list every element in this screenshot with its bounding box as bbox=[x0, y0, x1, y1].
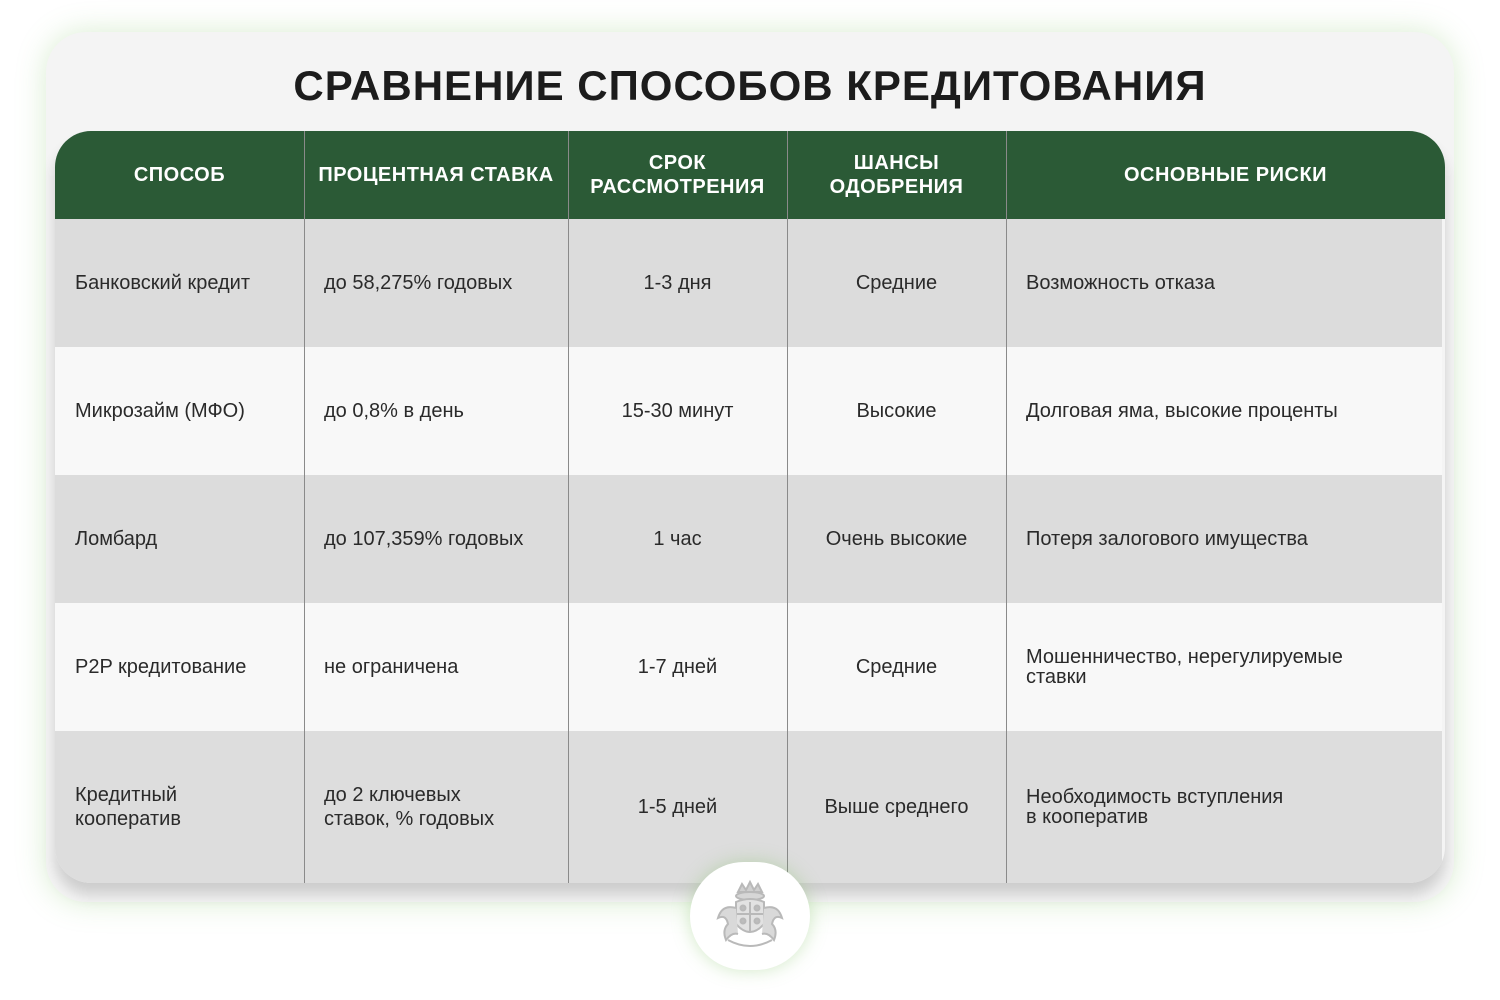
header-risks: ОСНОВНЫЕ РИСКИ bbox=[1123, 164, 1328, 186]
cell-rate: до 58,275% годовых bbox=[324, 272, 513, 294]
cell-chances: Очень высокие bbox=[825, 528, 968, 550]
cell-method: Микрозайм (МФО) bbox=[75, 400, 245, 422]
cell-term: 1-5 дней bbox=[637, 796, 718, 818]
cell-risks: Долговая яма, высокие проценты bbox=[1026, 400, 1338, 422]
header-rate: ПРОЦЕНТНАЯ СТАВКА bbox=[318, 164, 554, 186]
cell-risks: Возможность отказа bbox=[1026, 272, 1215, 294]
table-row bbox=[55, 603, 1442, 731]
cell-term: 1-7 дней bbox=[637, 656, 718, 678]
header-term-line1: СРОК bbox=[648, 152, 707, 174]
cell-chances: Средние bbox=[855, 656, 938, 678]
cell-term: 1 час bbox=[653, 528, 702, 550]
cell-rate: до 107,359% годовых bbox=[324, 528, 524, 550]
coat-of-arms-icon bbox=[708, 874, 792, 958]
cell-rate: до 0,8% в день bbox=[324, 400, 464, 422]
cell-rate-line2: ставок, % годовых bbox=[324, 808, 495, 830]
column-divider bbox=[787, 131, 788, 883]
cell-method: Банковский кредит bbox=[75, 272, 250, 294]
cell-method-line1: Кредитный bbox=[75, 784, 178, 806]
header-method: СПОСОБ bbox=[133, 164, 226, 186]
cell-chances: Средние bbox=[855, 272, 938, 294]
cell-term: 1-3 дня bbox=[643, 272, 712, 294]
cell-risks: Потеря залогового имущества bbox=[1026, 528, 1308, 550]
cell-term: 15-30 минут bbox=[621, 400, 734, 422]
column-divider bbox=[1006, 131, 1007, 883]
cell-rate bbox=[304, 731, 568, 883]
cell-risks-line1: Мошенничество, нерегулируемые bbox=[1026, 646, 1343, 668]
column-divider bbox=[568, 131, 569, 883]
page-title: СРАВНЕНИЕ СПОСОБОВ КРЕДИТОВАНИЯ bbox=[293, 62, 1207, 109]
header-term bbox=[568, 131, 787, 219]
table-header bbox=[55, 131, 1445, 219]
header-chances-line2: ОДОБРЕНИЯ bbox=[829, 176, 964, 198]
cell-risks-line2: в кооператив bbox=[1026, 806, 1149, 828]
comparison-table bbox=[55, 131, 1445, 883]
table-row bbox=[55, 731, 1442, 883]
table-row bbox=[55, 347, 1442, 475]
logo-badge bbox=[690, 862, 810, 970]
column-divider bbox=[304, 131, 305, 883]
cell-method: Ломбард bbox=[75, 528, 158, 550]
cell-chances: Высокие bbox=[856, 400, 937, 422]
header-chances bbox=[787, 131, 1006, 219]
cell-risks-line1: Необходимость вступления bbox=[1026, 786, 1284, 808]
cell-rate-line1: до 2 ключевых bbox=[324, 784, 461, 806]
cell-risks bbox=[1006, 603, 1442, 731]
cell-method bbox=[55, 731, 304, 883]
table-row bbox=[55, 475, 1442, 603]
cell-method-line2: кооператив bbox=[75, 808, 181, 830]
cell-rate: не ограничена bbox=[324, 656, 459, 678]
table-row bbox=[55, 219, 1442, 347]
cell-risks bbox=[1006, 731, 1442, 883]
header-term-line2: РАССМОТРЕНИЯ bbox=[590, 176, 765, 198]
header-chances-line1: ШАНСЫ bbox=[853, 152, 940, 174]
cell-method: P2P кредитование bbox=[75, 656, 247, 678]
cell-chances: Выше среднего bbox=[824, 796, 969, 818]
cell-risks-line2: ставки bbox=[1026, 666, 1087, 688]
